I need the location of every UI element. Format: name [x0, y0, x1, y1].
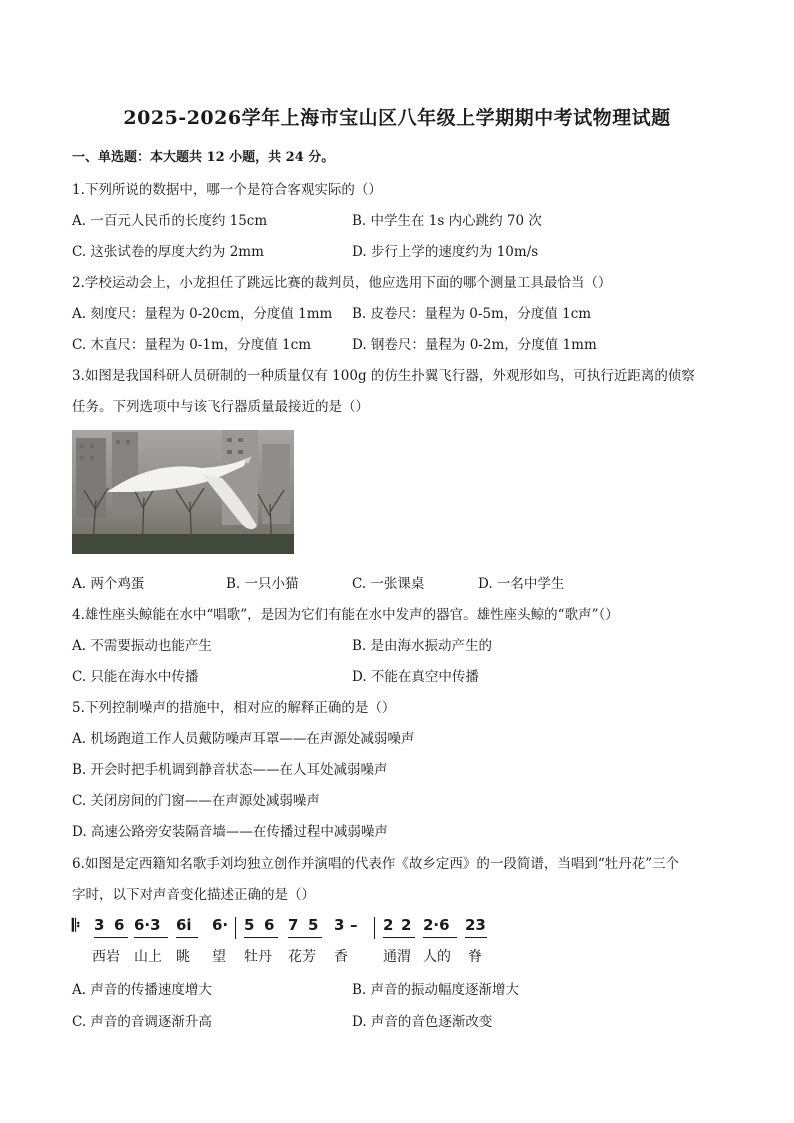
question-4-stem: 4.雄性座头鲸能在水中“唱歌”，是因为它们有能在水中发声的器官。雄性座头鲸的“歌声”（）: [72, 607, 619, 623]
bionic-bird-photo: [72, 430, 294, 554]
exam-title: 2025-2026学年上海市宝山区八年级上学期期中考试物理试题: [123, 107, 671, 129]
score-lyric: 牡丹: [244, 949, 272, 965]
question-1-option-a: A. 一百元人民币的长度约 15cm: [72, 213, 268, 229]
question-6-option-a: A. 声音的传播速度增大: [72, 982, 212, 998]
score-lyric: 脊: [468, 949, 482, 965]
beam-line: [244, 937, 278, 938]
beam-line: [134, 937, 168, 938]
score-note: 6: [114, 916, 125, 934]
question-5-option-a: A. 机场跑道工作人员戴防噪声耳罩——在声源处减弱噪声: [72, 731, 415, 747]
question-2-option-d: D. 钢卷尺：量程为 0-2m，分度值 1mm: [352, 337, 597, 353]
score-note: 5: [244, 916, 255, 934]
score-note: 23: [465, 916, 486, 934]
question-6-option-d: D. 声音的音色逐渐改变: [352, 1014, 493, 1030]
score-note: 5: [308, 916, 319, 934]
score-note: 6·3: [134, 916, 161, 934]
question-2-option-b: B. 皮卷尺：量程为 0-5m，分度值 1cm: [352, 306, 592, 322]
score-note: 7: [288, 916, 299, 934]
score-lyric: 通渭: [383, 949, 411, 965]
score-lyric: 西岩: [92, 949, 120, 965]
question-3-option-b: B. 一只小猫: [226, 576, 299, 592]
question-1-option-c: C. 这张试卷的厚度大约为 2mm: [72, 244, 264, 260]
question-6-stem-line-1: 6.如图是定西籍知名歌手刘均独立创作并演唱的代表作《故乡定西》的一段简谱，当唱到“牡丹花”三个: [72, 856, 680, 872]
question-5-option-d: D. 高速公路旁安装隔音墙——在传播过程中减弱噪声: [72, 824, 388, 840]
score-lyric: 香: [334, 949, 348, 965]
score-lyric: 眺: [176, 949, 190, 965]
beam-line: [423, 937, 457, 938]
score-lyric: 山上: [134, 949, 162, 965]
question-3-option-d: D. 一名中学生: [478, 576, 565, 592]
question-3-option-c: C. 一张课桌: [352, 576, 425, 592]
question-3-option-a: A. 两个鸡蛋: [72, 576, 145, 592]
score-note: –: [350, 916, 358, 934]
question-2-option-a: A. 刻度尺：量程为 0-20cm，分度值 1mm: [72, 306, 333, 322]
score-note: 3: [94, 916, 105, 934]
question-4-option-a: A. 不需要振动也能产生: [72, 638, 212, 654]
question-1-option-d: D. 步行上学的速度约为 10m/s: [352, 244, 539, 260]
beam-line: [176, 937, 198, 938]
bird-drone-illustration: [72, 430, 294, 554]
question-4-option-b: B. 是由海水振动产生的: [352, 638, 493, 654]
score-note: 2·6: [423, 916, 450, 934]
score-lyric: 人的: [423, 949, 451, 965]
beam-line: [288, 937, 322, 938]
question-3-stem-line-1: 3.如图是我国科研人员研制的一种质量仅有 100g 的仿生扑翼飞行器，外观形如鸟，可执行近距离的侦察: [72, 368, 695, 384]
question-4-option-d: D. 不能在真空中传播: [352, 669, 479, 685]
score-lyric: 花芳: [288, 949, 316, 965]
question-3-stem-line-2: 任务。下列选项中与该飞行器质量最接近的是（）: [72, 399, 369, 415]
score-note: 3: [334, 916, 345, 934]
repeat-sign: 𝄆: [72, 916, 81, 936]
question-5-stem: 5.下列控制噪声的措施中，相对应的解释正确的是（）: [72, 700, 396, 716]
question-5-option-c: C. 关闭房间的门窗——在声源处减弱噪声: [72, 793, 320, 809]
numbered-musical-notation: [72, 916, 572, 966]
score-note: 6·: [212, 916, 229, 934]
question-1-option-b: B. 中学生在 1s 内心跳约 70 次: [352, 213, 542, 229]
score-note: 2: [383, 916, 394, 934]
question-6-stem-line-2: 字时，以下对声音变化描述正确的是（）: [72, 887, 315, 903]
beam-line: [383, 937, 415, 938]
beam-line: [94, 937, 128, 938]
question-1-stem: 1.下列所说的数据中，哪一个是符合客观实际的（）: [72, 182, 382, 198]
question-6-option-b: B. 声音的振动幅度逐渐增大: [352, 982, 520, 998]
section-heading: 一、单选题：本大题共 12 小题，共 24 分。: [72, 150, 335, 165]
score-note: 2: [401, 916, 412, 934]
beam-line: [465, 937, 487, 938]
question-2-stem: 2.学校运动会上，小龙担任了跳远比赛的裁判员，他应选用下面的哪个测量工具最恰当（）: [72, 275, 612, 291]
question-5-option-b: B. 开会时把手机调到静音状态——在人耳处减弱噪声: [72, 762, 388, 778]
score-note: 6: [264, 916, 275, 934]
bar-line: [235, 917, 236, 939]
score-lyric: 望: [212, 949, 226, 965]
bar-line: [374, 917, 375, 939]
question-6-option-c: C. 声音的音调逐渐升高: [72, 1014, 212, 1030]
score-note: 6i: [176, 916, 192, 934]
question-2-option-c: C. 木直尺：量程为 0-1m，分度值 1cm: [72, 337, 312, 353]
question-4-option-c: C. 只能在海水中传播: [72, 669, 199, 685]
